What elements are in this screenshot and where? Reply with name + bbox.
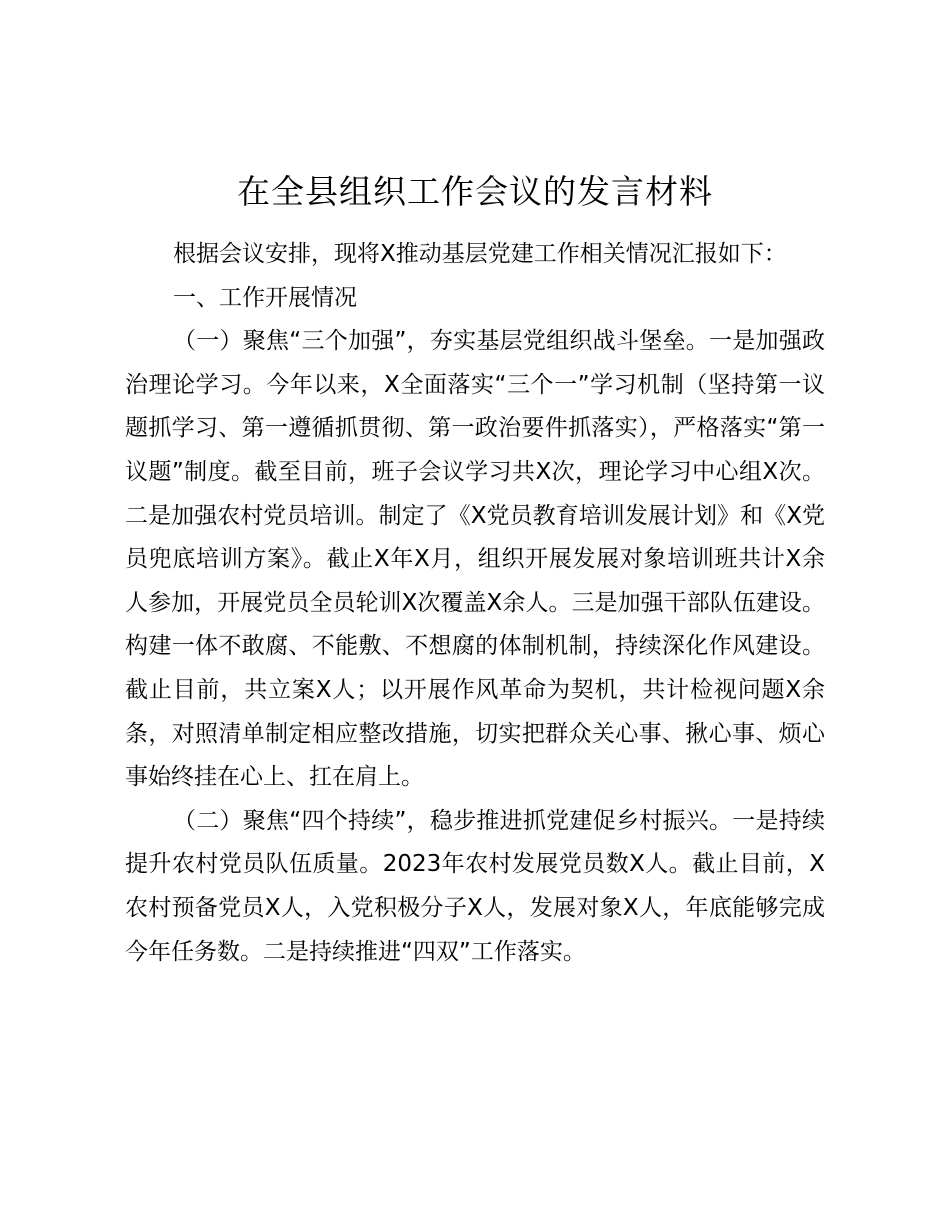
paragraph-intro: 根据会议安排，现将X推动基层党建工作相关情况汇报如下： [173,241,787,267]
document-body [125,233,825,974]
paragraph-section-1-2: （二）聚焦“四个持续”，稳步推进抓党建促乡村振兴。一是持续提升农村党员队伍质量。2023年农村发展党员数X人。截止目前，X农村预备党员X人，入党积极分子X人，发展对象X人，年底能够完成今年任务数。二是持续推进“四双”工作落实。 [125,807,825,965]
section-heading-1: 一、工作开展情况 [173,284,357,311]
document-title: 在全县组织工作会议的发言材料 [237,172,713,211]
paragraph-section-1-1: （一）聚焦“三个加强”，夯实基层党组织战斗堡垒。一是加强政治理论学习。今年以来，X全面落实“三个一”学习机制（坚持第一议题抓学习、第一遵循抓贯彻、第一政治要件抓落实），严格落实“第一议题”制度。截至目前，班子会议学习共X次，理论学习中心组X次。二是加强农村党员培训。制定了《X党员教育培训发展计划》和《X党员兜底培训方案》。截止X年X月，组织开展发展对象培训班共计X余人参加，开展党员全员轮训X次覆盖X余人。三是加强干部队伍建设。构建一体不敢腐、不能敷、不想腐的体制机制，持续深化作风建设。截止目前，共立案X人；以开展作风革命为契机，共计检视问题X余条，对照清单制定相应整改措施，切实把群众关心事、揪心事、烦心事始终挂在心上、扛在肩上。 [125,328,825,791]
